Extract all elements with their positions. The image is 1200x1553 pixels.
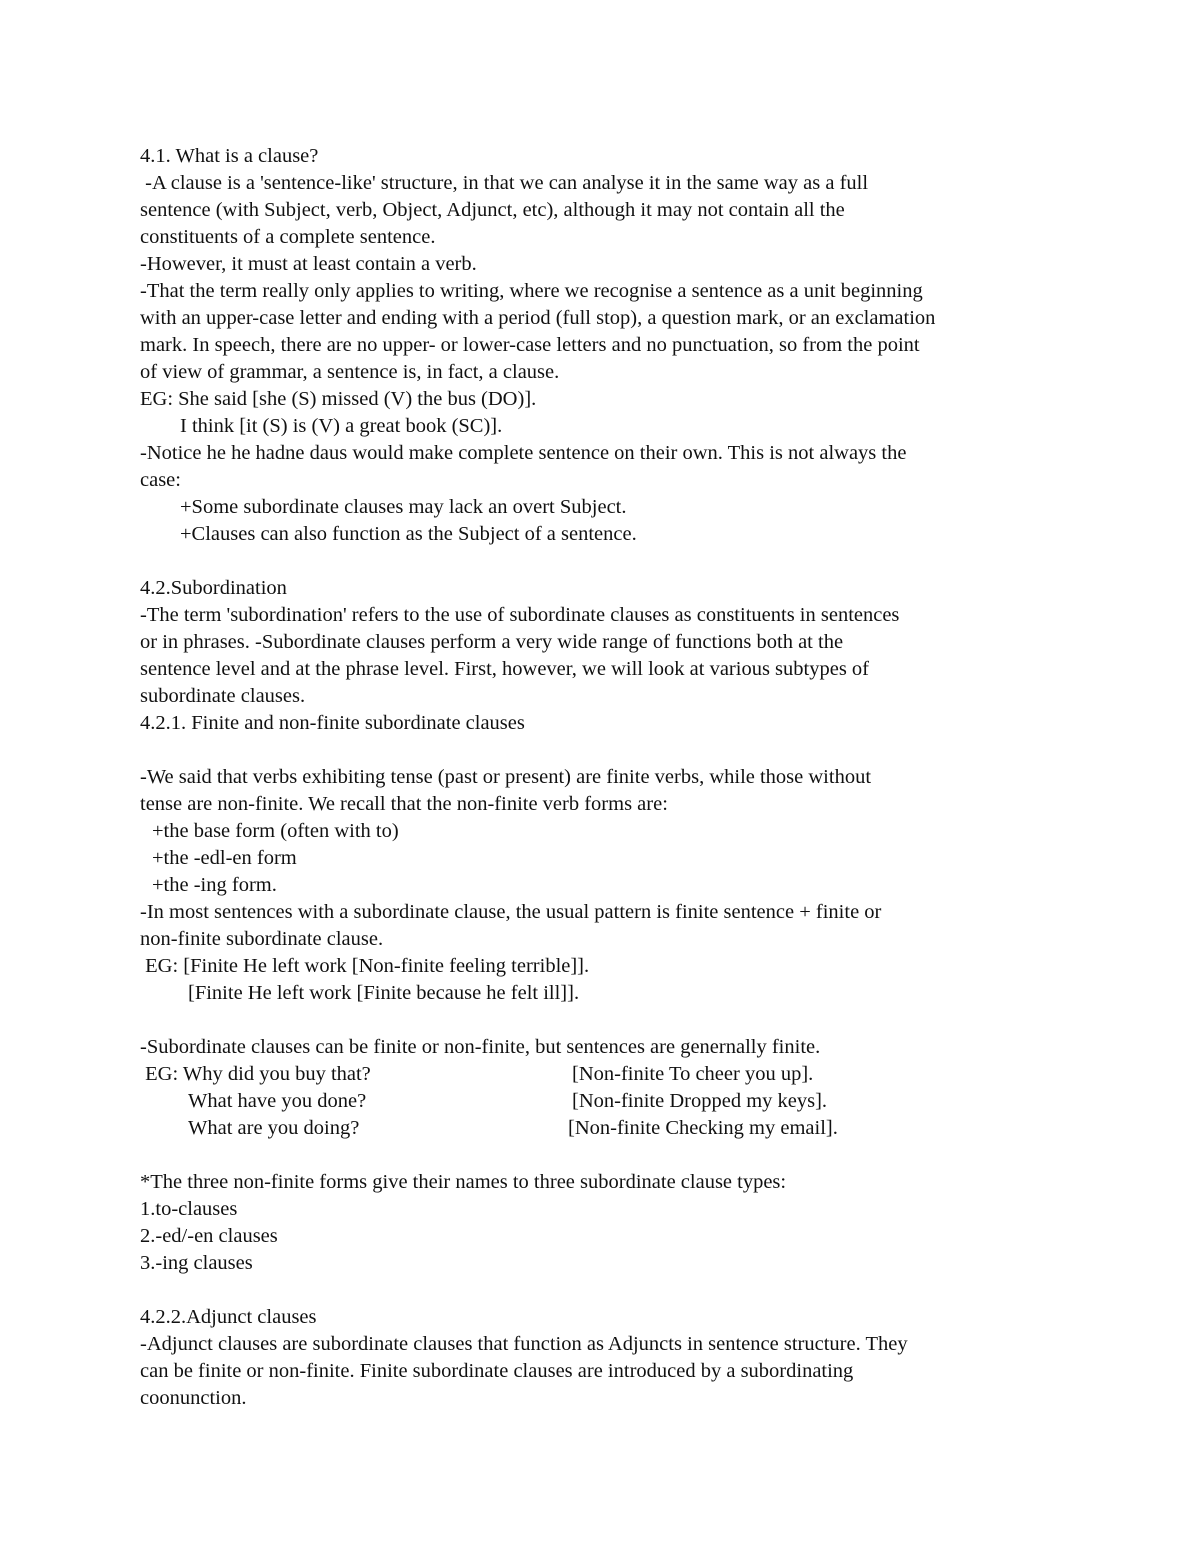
paragraph-line: subordinate clauses.	[140, 685, 306, 707]
note-line: *The three non-finite forms give their names to three subordinate clause types:	[140, 1171, 787, 1193]
example-answer: [Non-finite Dropped my keys].	[572, 1090, 828, 1112]
paragraph-line: -The term 'subordination' refers to the use of subordinate clauses as constituents in sentences	[140, 604, 900, 626]
paragraph-line: sentence level and at the phrase level. First, however, we will look at various subtypes of	[140, 658, 870, 680]
example-answer: [Non-finite Checking my email].	[568, 1117, 838, 1139]
section-heading-4-2-2: 4.2.2.Adjunct clauses	[140, 1306, 317, 1328]
paragraph-line: can be finite or non-finite. Finite subordinate clauses are introduced by a subordinating	[140, 1360, 854, 1382]
paragraph-line: tense are non-finite. We recall that the non-finite verb forms are:	[140, 793, 668, 815]
bullet-line: +Some subordinate clauses may lack an overt Subject.	[180, 496, 627, 518]
example-qa-row	[140, 1115, 1080, 1142]
example-question: What have you done?	[188, 1090, 367, 1112]
example-line: EG: She said [she (S) missed (V) the bus (DO)].	[140, 388, 537, 410]
paragraph-line: with an upper-case letter and ending with a period (full stop), a question mark, or an exclamation	[140, 307, 936, 329]
example-qa-row	[140, 1061, 1080, 1088]
paragraph-line: of view of grammar, a sentence is, in fact, a clause.	[140, 361, 560, 383]
paragraph-line: -Subordinate clauses can be finite or non-finite, but sentences are genernally finite.	[140, 1036, 821, 1058]
paragraph-line: sentence (with Subject, verb, Object, Adjunct, etc), although it may not contain all the	[140, 199, 845, 221]
document-body	[140, 143, 1080, 1412]
spacer	[140, 1142, 1080, 1169]
paragraph-line: -Adjunct clauses are subordinate clauses that function as Adjuncts in sentence structure. They	[140, 1333, 908, 1355]
clause-type-item: 2.-ed/-en clauses	[140, 1225, 278, 1247]
paragraph-line: non-finite subordinate clause.	[140, 928, 384, 950]
example-line: I think [it (S) is (V) a great book (SC)].	[180, 415, 503, 437]
verb-form-line: +the base form (often with to)	[152, 820, 399, 842]
paragraph-line: -However, it must at least contain a verb.	[140, 253, 477, 275]
spacer	[140, 548, 1080, 575]
example-qa-row	[140, 1088, 1080, 1115]
example-line: [Finite He left work [Finite because he felt ill]].	[188, 982, 580, 1004]
section-heading-4-2: 4.2.Subordination	[140, 577, 287, 599]
clause-type-item: 3.-ing clauses	[140, 1252, 253, 1274]
spacer	[140, 1007, 1080, 1034]
paragraph-line: case:	[140, 469, 181, 491]
section-heading-4-2-1: 4.2.1. Finite and non-finite subordinate clauses	[140, 712, 525, 734]
example-answer: [Non-finite To cheer you up].	[572, 1063, 814, 1085]
verb-form-line: +the -edl-en form	[152, 847, 297, 869]
spacer	[140, 1277, 1080, 1304]
verb-form-line: +the -ing form.	[152, 874, 277, 896]
example-question: What are you doing?	[188, 1117, 360, 1139]
example-line: EG: [Finite He left work [Non-finite feeling terrible]].	[140, 955, 590, 977]
paragraph-line: coonunction.	[140, 1387, 247, 1409]
clause-type-item: 1.to-clauses	[140, 1198, 238, 1220]
section-heading-4-1: 4.1. What is a clause?	[140, 145, 319, 167]
spacer	[140, 737, 1080, 764]
paragraph-line: -That the term really only applies to writing, where we recognise a sentence as a unit beginning	[140, 280, 923, 302]
paragraph-line: -In most sentences with a subordinate clause, the usual pattern is finite sentence + finite or	[140, 901, 882, 923]
paragraph-line: -Notice he he hadne daus would make complete sentence on their own. This is not always the	[140, 442, 907, 464]
example-question: EG: Why did you buy that?	[140, 1063, 371, 1085]
paragraph-line: constituents of a complete sentence.	[140, 226, 436, 248]
paragraph-line: mark. In speech, there are no upper- or lower-case letters and no punctuation, so from the point	[140, 334, 920, 356]
paragraph-line: -We said that verbs exhibiting tense (past or present) are finite verbs, while those without	[140, 766, 872, 788]
paragraph-line: or in phrases. -Subordinate clauses perform a very wide range of functions both at the	[140, 631, 844, 653]
paragraph-line: -A clause is a 'sentence-like' structure, in that we can analyse it in the same way as a full	[140, 172, 869, 194]
bullet-line: +Clauses can also function as the Subject of a sentence.	[180, 523, 637, 545]
